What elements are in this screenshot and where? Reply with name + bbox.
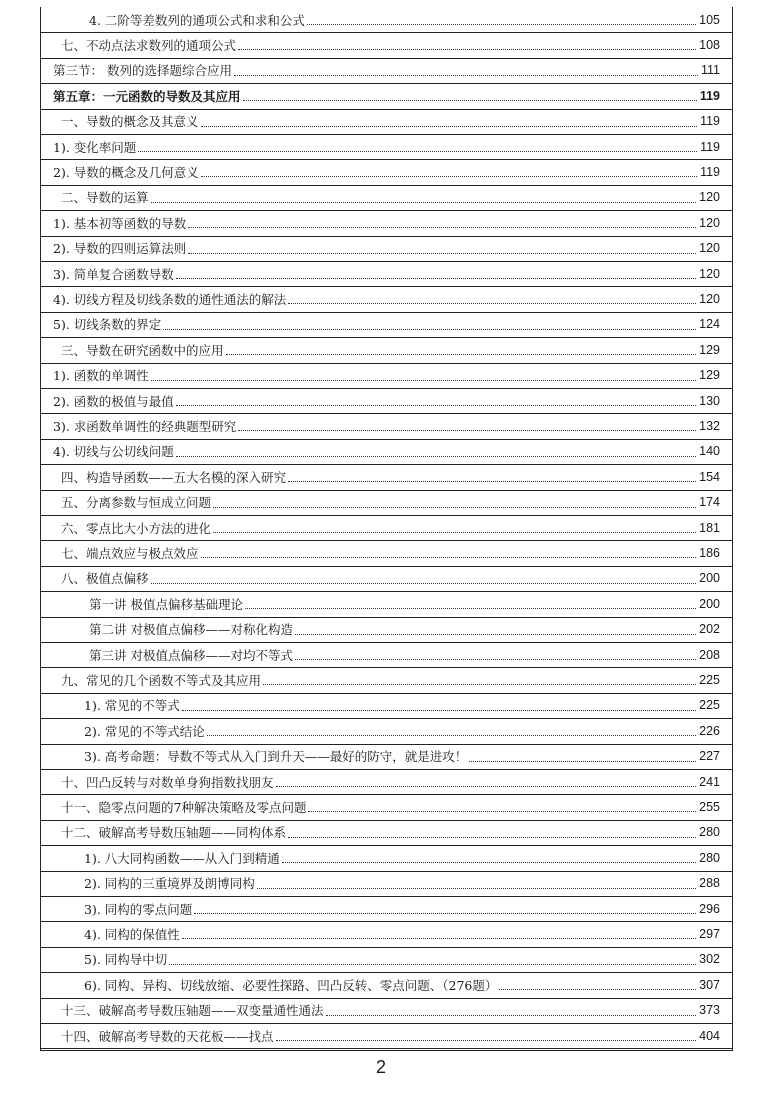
toc-entry-title: 3). 高考命题：导数不等式从入门到升天——最好的防守，就是进攻！ bbox=[84, 749, 468, 765]
toc-entry-title: 2). 函数的极值与最值 bbox=[53, 393, 174, 409]
toc-entry-title: 十、凹凸反转与对数单身狗指数找朋友 bbox=[61, 774, 274, 790]
toc-entry-page: 140 bbox=[699, 444, 720, 459]
toc-entry-title: 七、不动点法求数列的通项公式 bbox=[61, 37, 237, 53]
toc-entry bbox=[41, 820, 732, 845]
toc-entry bbox=[41, 83, 732, 108]
dot-leader bbox=[138, 134, 697, 159]
toc-entry-title: 2). 同构的三重境界及朗博同构 bbox=[84, 876, 255, 892]
toc-entry bbox=[41, 337, 732, 362]
page-number: 2 bbox=[375, 1057, 386, 1077]
toc-entry-title: 4). 切线与公切线问题 bbox=[53, 444, 174, 460]
toc-entry-page: 225 bbox=[699, 672, 720, 687]
table-of-contents bbox=[40, 7, 733, 1051]
toc-entry-page: 129 bbox=[699, 368, 720, 383]
dot-leader bbox=[263, 667, 696, 692]
toc-entry bbox=[41, 871, 732, 896]
dot-leader bbox=[282, 845, 696, 870]
dot-leader bbox=[151, 566, 697, 591]
toc-entry bbox=[41, 210, 732, 235]
toc-entry bbox=[41, 7, 732, 32]
toc-entry bbox=[41, 490, 732, 515]
toc-entry-page: 404 bbox=[699, 1028, 720, 1043]
dot-leader bbox=[257, 871, 696, 896]
toc-entry-title: 1). 八大同构函数——从入门到精通 bbox=[84, 850, 280, 866]
toc-entry-page: 120 bbox=[699, 266, 720, 281]
toc-entry-page: 200 bbox=[699, 596, 720, 611]
toc-entry bbox=[41, 413, 732, 438]
toc-entry-page: 119 bbox=[700, 164, 720, 179]
dot-leader bbox=[234, 58, 698, 83]
dot-leader bbox=[469, 744, 696, 769]
toc-entry bbox=[41, 617, 732, 642]
toc-entry-page: 111 bbox=[700, 63, 720, 78]
dot-leader bbox=[288, 820, 696, 845]
toc-entry-page: 132 bbox=[699, 418, 720, 433]
toc-entry bbox=[41, 896, 732, 921]
toc-entry-page: 119 bbox=[699, 88, 720, 103]
toc-entry-page: 225 bbox=[699, 698, 720, 713]
toc-entry-page: 297 bbox=[699, 926, 720, 941]
dot-leader bbox=[201, 109, 698, 134]
toc-entry bbox=[41, 261, 732, 286]
dot-leader bbox=[238, 32, 696, 57]
dot-leader bbox=[288, 286, 696, 311]
toc-entry-page: 373 bbox=[699, 1003, 720, 1018]
toc-entry-title: 1). 常见的不等式 bbox=[84, 698, 180, 714]
toc-entry-page: 307 bbox=[699, 977, 720, 992]
dot-leader bbox=[213, 515, 696, 540]
toc-entry bbox=[41, 185, 732, 210]
toc-entry-title: 5). 同构导中切 bbox=[84, 952, 168, 968]
toc-entry-page: 130 bbox=[699, 393, 720, 408]
toc-entry-page: 202 bbox=[699, 622, 720, 637]
toc-entry-title: 四、构造导函数——五大名模的深入研究 bbox=[61, 469, 287, 485]
toc-entry-page: 154 bbox=[699, 469, 720, 484]
toc-entry-page: 105 bbox=[699, 12, 720, 27]
dot-leader bbox=[182, 693, 696, 718]
dot-leader bbox=[307, 7, 696, 32]
toc-entry-title: 3). 简单复合函数导数 bbox=[53, 266, 174, 282]
dot-leader bbox=[151, 363, 696, 388]
toc-entry-title: 1). 变化率问题 bbox=[53, 139, 137, 155]
toc-entry bbox=[41, 58, 732, 83]
toc-entry bbox=[41, 769, 732, 794]
toc-entry bbox=[41, 642, 732, 667]
toc-entry-page: 108 bbox=[699, 37, 720, 52]
toc-entry-page: 120 bbox=[699, 241, 720, 256]
toc-entry-page: 226 bbox=[699, 723, 720, 738]
dot-leader bbox=[245, 591, 696, 616]
dot-leader bbox=[499, 972, 696, 997]
dot-leader bbox=[207, 718, 696, 743]
toc-entry bbox=[41, 236, 732, 261]
toc-entry-title: 1). 函数的单调性 bbox=[53, 368, 149, 384]
toc-entry-title: 6). 同构、异构、切线放缩、必要性探路、凹凸反转、零点问题、（276题） bbox=[84, 977, 498, 993]
toc-entry-page: 280 bbox=[699, 850, 720, 865]
dot-leader bbox=[151, 185, 697, 210]
dot-leader bbox=[176, 261, 696, 286]
dot-leader bbox=[176, 439, 696, 464]
toc-entry bbox=[41, 845, 732, 870]
toc-entry-page: 120 bbox=[699, 215, 720, 230]
toc-entry-page: 129 bbox=[699, 342, 720, 357]
toc-entry bbox=[41, 667, 732, 692]
toc-entry-title: 三、导数在研究函数中的应用 bbox=[61, 342, 224, 358]
toc-entry bbox=[41, 794, 732, 819]
toc-entry-page: 186 bbox=[699, 545, 720, 560]
dot-leader bbox=[201, 159, 697, 184]
toc-entry-page: 241 bbox=[699, 774, 720, 789]
toc-entry-page: 119 bbox=[700, 114, 720, 129]
toc-entry-title: 七、端点效应与极点效应 bbox=[61, 545, 199, 561]
toc-entry bbox=[41, 134, 732, 159]
dot-leader bbox=[308, 794, 696, 819]
toc-entry-title: 五、分离参数与恒成立问题 bbox=[61, 495, 212, 511]
dot-leader bbox=[295, 617, 696, 642]
toc-entry-title: 1). 基本初等函数的导数 bbox=[53, 215, 187, 231]
dot-leader bbox=[213, 490, 696, 515]
toc-entry bbox=[41, 159, 732, 184]
toc-entry bbox=[41, 566, 732, 591]
toc-entry-page: 280 bbox=[699, 825, 720, 840]
toc-entry-title: 第二讲 对极值点偏移——对称化构造 bbox=[89, 622, 293, 638]
dot-leader bbox=[188, 210, 696, 235]
toc-entry-page: 124 bbox=[699, 317, 720, 332]
toc-entry-title: 第三讲 对极值点偏移——对均不等式 bbox=[89, 647, 293, 663]
toc-entry-title: 2). 常见的不等式结论 bbox=[84, 723, 205, 739]
toc-entry bbox=[41, 591, 732, 616]
toc-entry bbox=[41, 540, 732, 565]
dot-leader bbox=[176, 388, 696, 413]
toc-entry-title: 第一讲 极值点偏移基础理论 bbox=[89, 596, 243, 612]
dot-leader bbox=[201, 540, 697, 565]
toc-entry-title: 第五章：一元函数的导数及其应用 bbox=[53, 88, 241, 104]
toc-entry-title: 2). 导数的四则运算法则 bbox=[53, 241, 187, 257]
toc-entry-page: 181 bbox=[699, 520, 720, 535]
dot-leader bbox=[243, 83, 697, 108]
toc-entry-title: 十四、破解高考导数的天花板——找点 bbox=[61, 1028, 274, 1044]
toc-entry-page: 302 bbox=[699, 952, 720, 967]
toc-entry bbox=[41, 998, 732, 1023]
toc-entry-title: 十一、隐零点问题的7种解决策略及零点问题 bbox=[61, 799, 307, 815]
dot-leader bbox=[188, 236, 696, 261]
dot-leader bbox=[169, 947, 696, 972]
toc-entry-title: 一、导数的概念及其意义 bbox=[61, 114, 199, 130]
toc-entry bbox=[41, 921, 732, 946]
toc-entry-title: 第三节： 数列的选择题综合应用 bbox=[53, 63, 232, 79]
toc-entry bbox=[41, 972, 732, 997]
toc-entry-page: 227 bbox=[699, 749, 720, 764]
toc-entry-title: 3). 求函数单调性的经典题型研究 bbox=[53, 418, 237, 434]
toc-entry-title: 二、导数的运算 bbox=[61, 190, 149, 206]
toc-entry-title: 十二、破解高考导数压轴题——同构体系 bbox=[61, 825, 287, 841]
toc-entry-page: 255 bbox=[699, 799, 720, 814]
toc-entry-page: 200 bbox=[699, 571, 720, 586]
row-divider bbox=[41, 1048, 732, 1049]
toc-entry bbox=[41, 109, 732, 134]
toc-entry bbox=[41, 744, 732, 769]
dot-leader bbox=[163, 312, 696, 337]
toc-entry-page: 208 bbox=[699, 647, 720, 662]
toc-entry-page: 288 bbox=[699, 876, 720, 891]
toc-entry bbox=[41, 693, 732, 718]
toc-entry-page: 296 bbox=[699, 901, 720, 916]
dot-leader bbox=[182, 921, 696, 946]
toc-entry-title: 十三、破解高考导数压轴题——双变量通性通法 bbox=[61, 1003, 324, 1019]
toc-entry-title: 八、极值点偏移 bbox=[61, 571, 149, 587]
toc-entry bbox=[41, 439, 732, 464]
toc-entry bbox=[41, 363, 732, 388]
dot-leader bbox=[276, 1023, 697, 1048]
dot-leader bbox=[194, 896, 696, 921]
toc-entry-page: 119 bbox=[700, 139, 720, 154]
toc-entry bbox=[41, 718, 732, 743]
toc-entry-page: 120 bbox=[699, 190, 720, 205]
toc-entry-title: 5). 切线条数的界定 bbox=[53, 317, 162, 333]
toc-entry bbox=[41, 32, 732, 57]
toc-entry bbox=[41, 515, 732, 540]
toc-entry-title: 3). 同构的零点问题 bbox=[84, 901, 193, 917]
dot-leader bbox=[238, 413, 696, 438]
toc-entry bbox=[41, 286, 732, 311]
dot-leader bbox=[295, 642, 696, 667]
dot-leader bbox=[276, 769, 697, 794]
toc-entry-title: 六、零点比大小方法的进化 bbox=[61, 520, 212, 536]
dot-leader bbox=[226, 337, 697, 362]
toc-entry bbox=[41, 464, 732, 489]
toc-entry-page: 120 bbox=[699, 291, 720, 306]
dot-leader bbox=[326, 998, 697, 1023]
toc-entry bbox=[41, 947, 732, 972]
toc-entry-title: 4). 同构的保值性 bbox=[84, 926, 180, 942]
toc-entry bbox=[41, 312, 732, 337]
toc-entry-page: 174 bbox=[699, 495, 720, 510]
dot-leader bbox=[288, 464, 696, 489]
toc-entry-title: 4. 二阶等差数列的通项公式和求和公式 bbox=[89, 12, 305, 28]
toc-entry bbox=[41, 1023, 732, 1048]
toc-entry-title: 九、常见的几个函数不等式及其应用 bbox=[61, 672, 262, 688]
toc-entry-title: 2). 导数的概念及几何意义 bbox=[53, 164, 199, 180]
toc-entry-title: 4). 切线方程及切线条数的通性通法的解法 bbox=[53, 291, 287, 307]
toc-entry bbox=[41, 388, 732, 413]
